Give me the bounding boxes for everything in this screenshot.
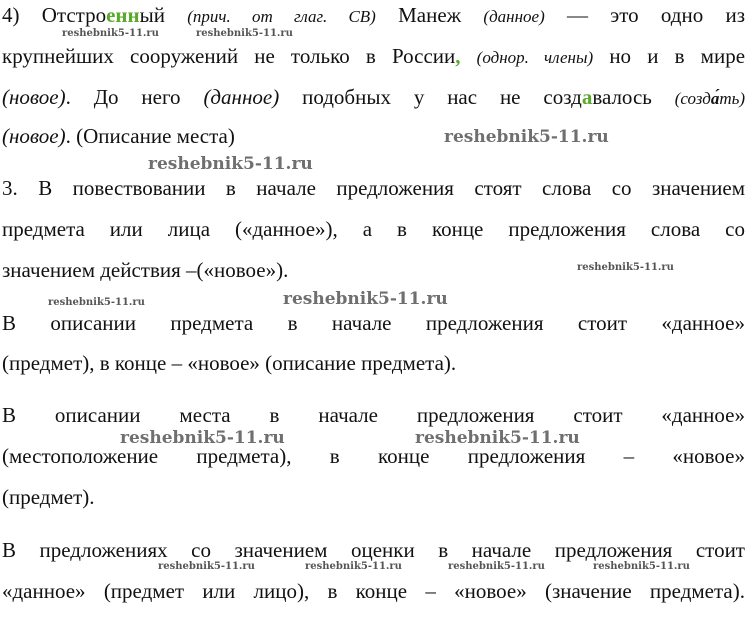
text: подобных у нас не созд — [302, 85, 582, 109]
watermark: reshebnik5-11.ru — [305, 561, 402, 572]
vowel-highlight: а — [581, 85, 593, 109]
p-place-line-1: В описании места в начале предложения стоит «данное» — [2, 403, 745, 427]
text: валось — [592, 85, 652, 109]
text: крупнейших сооружений не только в России — [2, 44, 456, 68]
comma-highlight: , — [455, 44, 461, 68]
grammar-note: (данное) — [483, 7, 545, 26]
watermark: reshebnik5-11.ru — [48, 297, 145, 308]
grammar-note: (данное) — [203, 85, 280, 109]
watermark: reshebnik5-11.ru — [415, 428, 580, 448]
text: . (Описание места) — [65, 124, 235, 148]
grammar-note: (новое) — [2, 124, 66, 148]
text: 4) Отстро — [2, 3, 107, 27]
p3-line-2: предмета или лица («данное»), а в конце предложения слова со — [2, 217, 745, 241]
p4-line-3 — [2, 84, 745, 112]
watermark: reshebnik5-11.ru — [62, 28, 159, 39]
p4-line-2 — [2, 43, 745, 71]
grammar-note: (новое) — [2, 85, 66, 109]
text: ый — [139, 3, 165, 27]
text: — это одно из — [567, 3, 746, 27]
p3-line-1: 3. В повествовании в начале предложения стоят слова со значением — [2, 176, 745, 200]
stress-note-part: ть) — [719, 89, 745, 108]
p4-line-1 — [2, 2, 745, 30]
grammar-note: (однор. члены) — [476, 48, 594, 67]
watermark: reshebnik5-11.ru — [593, 561, 690, 572]
stress-note — [675, 89, 745, 108]
p-place-line-3: (предмет). — [2, 485, 95, 509]
text: . До него — [65, 85, 181, 109]
suffix-highlight: енн — [106, 3, 140, 27]
grammar-note: (прич. от глаг. СВ) — [187, 7, 376, 26]
stress-mark: а́ — [710, 89, 720, 108]
p3-line-3: значением действия –(«новое»). — [2, 258, 289, 282]
p-object-line-1: В описании предмета в начале предложения стоит «данное» — [2, 311, 745, 335]
text: Манеж — [398, 3, 462, 27]
watermark: reshebnik5-11.ru — [196, 28, 293, 39]
watermark: reshebnik5-11.ru — [444, 127, 609, 147]
p-eval-line-2: «данное» (предмет или лицо), в конце – «новое» (значение предмета). — [2, 579, 745, 603]
watermark: reshebnik5-11.ru — [577, 262, 674, 273]
text: но и в мире — [609, 44, 746, 68]
watermark: reshebnik5-11.ru — [148, 154, 313, 174]
watermark: reshebnik5-11.ru — [283, 289, 448, 309]
p-eval-line-1: В предложениях со значением оценки в начале предложения стоит — [2, 538, 745, 562]
p4-line-4 — [2, 123, 745, 149]
stress-note-part: (созд — [674, 89, 711, 108]
p-place-line-2: (местоположение предмета), в конце предложения – «новое» — [2, 444, 745, 468]
watermark: reshebnik5-11.ru — [448, 561, 545, 572]
watermark: reshebnik5-11.ru — [120, 428, 285, 448]
p-object-line-2: (предмет), в конце – «новое» (описание предмета). — [2, 351, 457, 375]
watermark: reshebnik5-11.ru — [158, 561, 255, 572]
